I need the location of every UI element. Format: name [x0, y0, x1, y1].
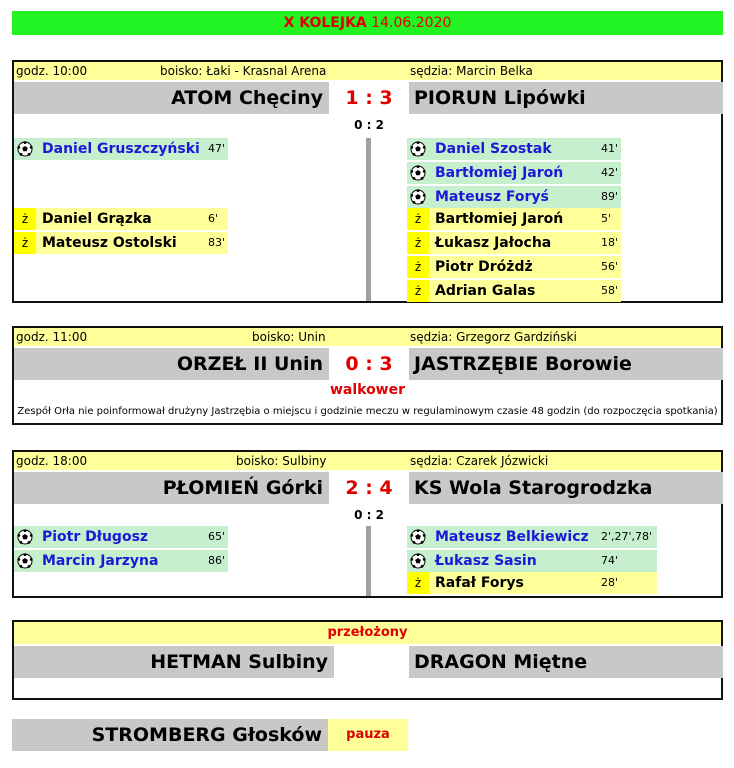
goal-event [407, 162, 621, 184]
goal-event [14, 138, 228, 160]
card-event [407, 232, 621, 254]
match-info-bar [14, 328, 721, 346]
match-card-4 [12, 620, 723, 700]
goal-event [407, 526, 657, 548]
yellow-card-icon: ż [407, 256, 429, 278]
event-minute: 5' [597, 208, 621, 230]
goal-event [14, 550, 228, 572]
final-score: 0 : 3 [345, 353, 393, 375]
booked-player-name: Daniel Grązka [36, 208, 204, 230]
round-header [12, 11, 723, 35]
goal-event [14, 526, 228, 548]
goal-event [407, 138, 621, 160]
booked-player-name: Mateusz Ostolski [36, 232, 204, 254]
final-score: 2 : 4 [345, 477, 393, 499]
scorer-name: Bartłomiej Jaroń [429, 162, 597, 184]
card-event [14, 208, 228, 230]
yellow-card-icon: ż [407, 280, 429, 302]
scoreline [14, 82, 721, 114]
round-title: X KOLEJKA [283, 15, 367, 31]
home-team: ATOM Chęciny [14, 82, 329, 114]
away-team: JASTRZĘBIE Borowie [409, 348, 723, 380]
match-pitch: boisko: Sulbiny [236, 454, 327, 468]
match-pitch: boisko: Łaki - Krasnal Arena [160, 64, 327, 78]
away-team: KS Wola Starogrodzka [409, 472, 723, 504]
match-time: godz. 18:00 [16, 454, 88, 468]
booked-player-name: Adrian Galas [429, 280, 597, 302]
halftime-score: 0 : 2 [354, 118, 384, 132]
match-time: godz. 11:00 [16, 330, 88, 344]
yellow-card-icon: ż [407, 208, 429, 230]
match-time: godz. 10:00 [16, 64, 88, 78]
event-minute: 58' [597, 280, 621, 302]
away-team: DRAGON Miętne [409, 646, 723, 678]
soccer-ball-icon [407, 550, 429, 572]
event-minute: 2',27',78' [597, 526, 657, 548]
bye-label: pauza [328, 719, 408, 751]
match-card-2 [12, 326, 723, 425]
match-referee: sędzia: Grzegorz Gardziński [410, 330, 577, 344]
event-minute: 47' [204, 138, 228, 160]
event-minute: 65' [204, 526, 228, 548]
column-divider [366, 138, 371, 301]
scoreline [14, 472, 721, 504]
column-divider [366, 526, 371, 596]
event-minute: 74' [597, 550, 657, 572]
event-minute: 83' [204, 232, 228, 254]
event-minute: 86' [204, 550, 228, 572]
event-minute: 42' [597, 162, 621, 184]
soccer-ball-icon [407, 162, 429, 184]
scoreline [14, 646, 721, 678]
match-referee: sędzia: Marcin Belka [410, 64, 533, 78]
home-team: PŁOMIEŃ Górki [14, 472, 329, 504]
round-date: 14.06.2020 [371, 15, 452, 31]
scorer-name: Marcin Jarzyna [36, 550, 204, 572]
event-minute: 89' [597, 186, 621, 208]
event-minute: 6' [204, 208, 228, 230]
event-minute: 41' [597, 138, 621, 160]
goal-event [407, 186, 621, 208]
scorer-name: Daniel Szostak [429, 138, 597, 160]
soccer-ball-icon [14, 550, 36, 572]
soccer-ball-icon [407, 526, 429, 548]
match-card-3 [12, 450, 723, 598]
home-team: ORZEŁ II Unin [14, 348, 329, 380]
postponed-label: przełożony [14, 622, 721, 644]
booked-player-name: Rafał Forys [429, 572, 597, 594]
match-card-1 [12, 60, 723, 303]
event-minute: 56' [597, 256, 621, 278]
match-pitch: boisko: Unin [252, 330, 326, 344]
walkover-label: walkower [329, 382, 406, 398]
scorer-name: Mateusz Belkiewicz [429, 526, 597, 548]
event-minute: 18' [597, 232, 621, 254]
halftime-score: 0 : 2 [354, 508, 384, 522]
booked-player-name: Piotr Dróżdż [429, 256, 597, 278]
card-event [407, 280, 621, 302]
scorer-name: Piotr Długosz [36, 526, 204, 548]
yellow-card-icon: ż [14, 208, 36, 230]
booked-player-name: Łukasz Jałocha [429, 232, 597, 254]
match-info-bar [14, 62, 721, 80]
soccer-ball-icon [14, 526, 36, 548]
scoreline [14, 348, 721, 380]
card-event [407, 572, 657, 594]
soccer-ball-icon [14, 138, 36, 160]
away-team: PIORUN Lipówki [409, 82, 723, 114]
card-event [14, 232, 228, 254]
yellow-card-icon: ż [407, 232, 429, 254]
match-info-bar [14, 452, 721, 470]
booked-player-name: Bartłomiej Jaroń [429, 208, 597, 230]
final-score: 1 : 3 [345, 87, 393, 109]
goal-event [407, 550, 657, 572]
soccer-ball-icon [407, 138, 429, 160]
walkover-note: Zespół Orła nie poinformował drużyny Jastrzębia o miejscu i godzinie meczu w regulaminowym czasie 48 godzin (do rozpoczęcia spotkania) [17, 406, 718, 417]
event-minute: 28' [597, 572, 657, 594]
scorer-name: Mateusz Foryś [429, 186, 597, 208]
yellow-card-icon: ż [407, 572, 429, 594]
match-referee: sędzia: Czarek Józwicki [410, 454, 549, 468]
bye-team: STROMBERG Głosków [12, 719, 328, 751]
soccer-ball-icon [407, 186, 429, 208]
yellow-card-icon: ż [14, 232, 36, 254]
scorer-name: Łukasz Sasin [429, 550, 597, 572]
scorer-name: Daniel Gruszczyński [36, 138, 204, 160]
card-event [407, 208, 621, 230]
card-event [407, 256, 621, 278]
home-team: HETMAN Sulbiny [14, 646, 334, 678]
